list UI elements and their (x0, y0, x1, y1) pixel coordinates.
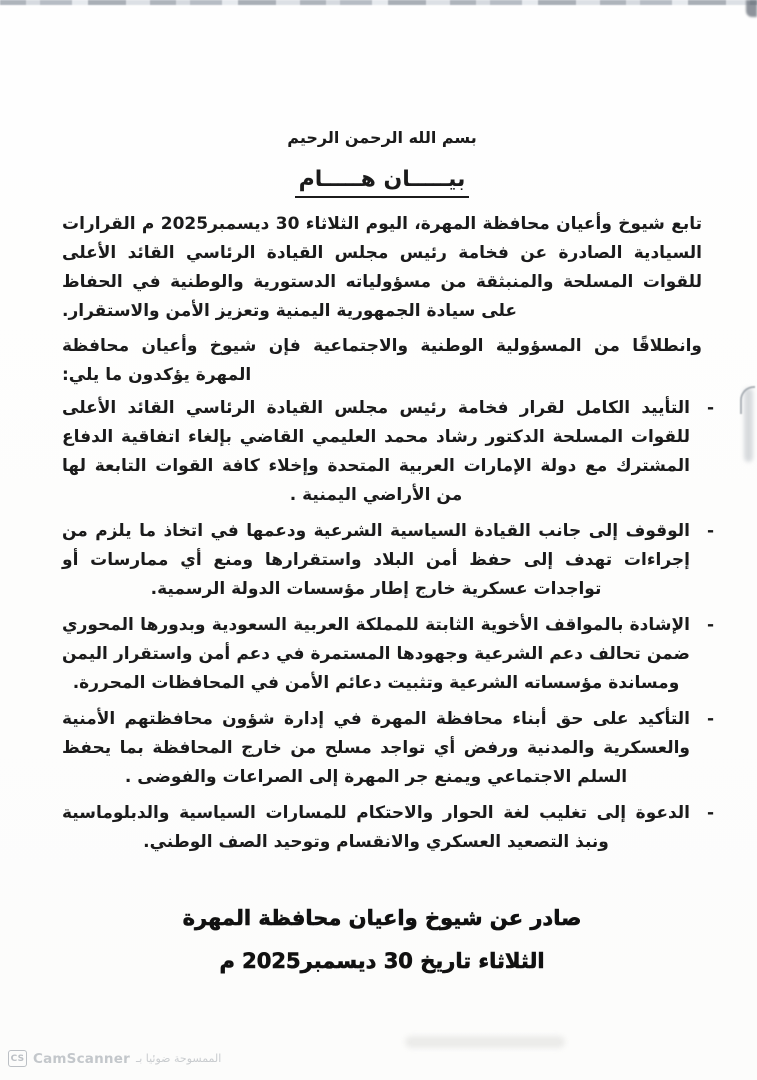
issue-date-line: الثلاثاء تاريخ 30 ديسمبر2025 م (219, 949, 545, 973)
intro-paragraph: تابع شيوخ وأعيان محافظة المهرة، اليوم الثلاثاء 30 ديسمبر2025 م القرارات السيادية الصادرة عن فخامة رئيس مجلس القيادة الرئاسي القائد الأعلى للقوات المسلحة والمنبثقة من مسؤولياته الدستورية والوطنية في الحفاظ على سيادة الجمهورية اليمنية وتعزيز الأمن والاستقرار. (62, 214, 702, 321)
camscanner-watermark (8, 1050, 221, 1067)
camscanner-brand-text: CamScanner (33, 1050, 130, 1067)
bullet-text: التأكيد على حق أبناء محافظة المهرة في إدارة شؤون محافظتهم الأمنية والعسكرية والمدنية ورفض أي تواجد مسلح من خارج المحافظة بما يحفظ السلم الاجتماعي ويمنع جر المهرة إلى الصراعات والفوضى . (62, 709, 690, 787)
statement-bullet (62, 705, 714, 792)
statement-bullet (62, 394, 714, 510)
context-paragraph: وانطلاقًا من المسؤولية الوطنية والاجتماعية فإن شيوخ وأعيان محافظة المهرة يؤكدون ما يلي: (62, 336, 702, 385)
camscanner-caption-text: الممسوحة ضوئيا بـ (135, 1052, 222, 1065)
statement-footer (62, 903, 702, 976)
bismillah-line: بسم الله الرحمن الرحيم (287, 128, 477, 147)
statement-bullet (62, 611, 714, 698)
bullet-dash: - (706, 521, 714, 541)
statement-title-wrap (62, 167, 702, 198)
scan-bottom-smudge (405, 1036, 565, 1048)
statement-bullet-list (62, 394, 714, 857)
bullet-text: الدعوة إلى تغليب لغة الحوار والاحتكام للمسارات السياسية والدبلوماسية ونبذ التصعيد العسكري والانقسام وتوحيد الصف الوطني. (62, 803, 690, 852)
bullet-dash: - (706, 615, 714, 635)
scan-pen-mark (740, 386, 755, 414)
bullet-dash: - (706, 398, 714, 418)
bullet-text: الوقوف إلى جانب القيادة السياسية الشرعية ودعمها في اتخاذ ما يلزم من إجراءات تهدف إلى حفظ أمن البلاد واستقرارها ومنع أي ممارسات أو تواجدات عسكرية خارج إطار مؤسسات الدولة الرسمية. (62, 521, 690, 599)
bullet-text: التأييد الكامل لقرار فخامة رئيس مجلس القيادة الرئاسي القائد الأعلى للقوات المسلحة الدكتور رشاد محمد العليمي القاضي بإلغاء اتفاقية الدفاع المشترك مع دولة الإمارات العربية المتحدة وإخلاء كافة القوات التابعة لها من الأراضي اليمنية . (62, 398, 690, 505)
bullet-text: الإشادة بالمواقف الأخوية الثابتة للمملكة العربية السعودية وبدورها المحوري ضمن تحالف دعم الشرعية وجهودها المستمرة في دعم أمن واستقرار اليمن ومساندة مؤسساته الشرعية وتثبيت دعائم الأمن في المحافظات المحررة. (62, 615, 690, 693)
bullet-dash: - (706, 709, 714, 729)
camscanner-logo-icon: CS (8, 1050, 27, 1067)
issued-by-line: صادر عن شيوخ واعيان محافظة المهرة (182, 906, 582, 930)
scan-corner-mark (746, 0, 757, 17)
statement-body (62, 0, 714, 976)
statement-title: بيـــــان هـــــام (295, 167, 470, 198)
statement-bullet (62, 799, 714, 857)
statement-bullet (62, 517, 714, 604)
bullet-dash: - (706, 803, 714, 823)
